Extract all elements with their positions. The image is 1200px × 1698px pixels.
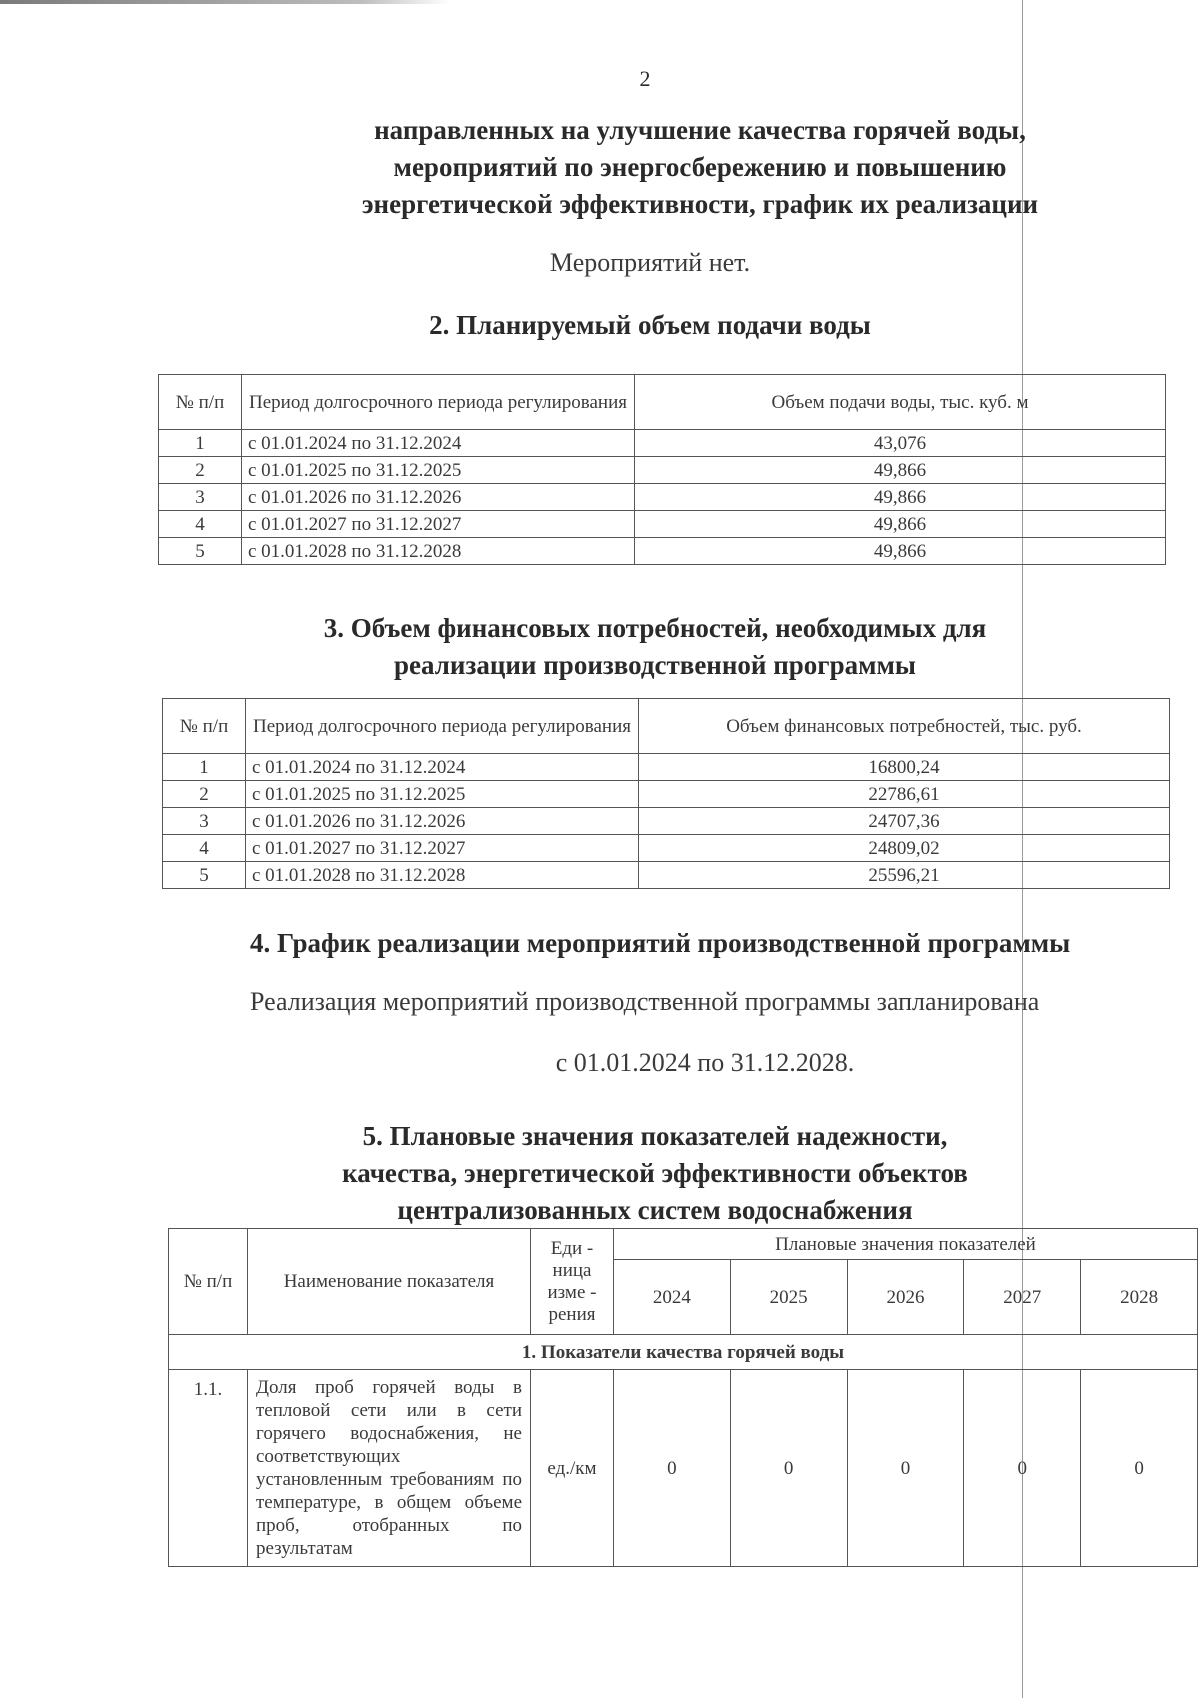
section4-text: Реализация мероприятий производственной программы запланирована <box>250 987 1040 1016</box>
table-row: 1 с 01.01.2024 по 31.12.2024 43,076 <box>159 430 1166 457</box>
supply-volume-table <box>158 374 1166 565</box>
intro-heading: направленных на улучшение качества горячей воды, мероприятий по энергосбережению и повышению энергетической эффективности, график их реализации <box>361 115 1039 219</box>
financial-needs-table <box>162 698 1170 889</box>
section2-title: 2. Планируемый объем подачи воды <box>429 310 871 340</box>
section3-title: 3. Объем финансовых потребностей, необходимых для реализации производственной программы <box>323 613 987 680</box>
table-row: 2 с 01.01.2025 по 31.12.2025 22786,61 <box>163 781 1170 808</box>
page-number: 2 <box>639 66 651 91</box>
table-row: 5 с 01.01.2028 по 31.12.2028 25596,21 <box>163 862 1170 889</box>
section4-dates: с 01.01.2024 по 31.12.2028. <box>555 1048 855 1077</box>
table-group-row: 1. Показатели качества горячей воды <box>169 1335 1198 1370</box>
indicators-table <box>168 1228 1198 1567</box>
table-header-years-row: 2024 2025 2026 2027 2028 <box>169 1260 1198 1335</box>
no-measures-text: Мероприятий нет. <box>549 248 751 277</box>
table-header-row: № п/п Наименование показателя Еди - ница изме - рения Плановые значения показателей <box>169 1229 1198 1260</box>
table-row: 2 с 01.01.2025 по 31.12.2025 49,866 <box>159 457 1166 484</box>
table-row: 1.1. Доля проб горячей воды в тепловой сети или в сети горячего водоснабжения, не соответствующих установленным требованиям по температуре, в общем объеме проб, отобранных по результатам ед./км 0 0 0 0 0 <box>169 1370 1198 1567</box>
table-row: 3 с 01.01.2026 по 31.12.2026 49,866 <box>159 484 1166 511</box>
table-header-row: № п/п Период долгосрочного периода регулирования Объем подачи воды, тыс. куб. м <box>159 375 1166 430</box>
table-header-row: № п/п Период долгосрочного периода регулирования Объем финансовых потребностей, тыс. руб. <box>163 699 1170 754</box>
table-row: 4 с 01.01.2027 по 31.12.2027 24809,02 <box>163 835 1170 862</box>
table-row: 1 с 01.01.2024 по 31.12.2024 16800,24 <box>163 754 1170 781</box>
scan-artifact <box>0 0 450 4</box>
table-row: 4 с 01.01.2027 по 31.12.2027 49,866 <box>159 511 1166 538</box>
section4-title: 4. График реализации мероприятий производственной программы <box>250 928 1071 958</box>
table-row: 5 с 01.01.2028 по 31.12.2028 49,866 <box>159 538 1166 565</box>
section5-title: 5. Плановые значения показателей надежности, качества, энергетической эффективности объектов централизованных систем водоснабжения <box>342 1121 968 1225</box>
table-row: 3 с 01.01.2026 по 31.12.2026 24707,36 <box>163 808 1170 835</box>
